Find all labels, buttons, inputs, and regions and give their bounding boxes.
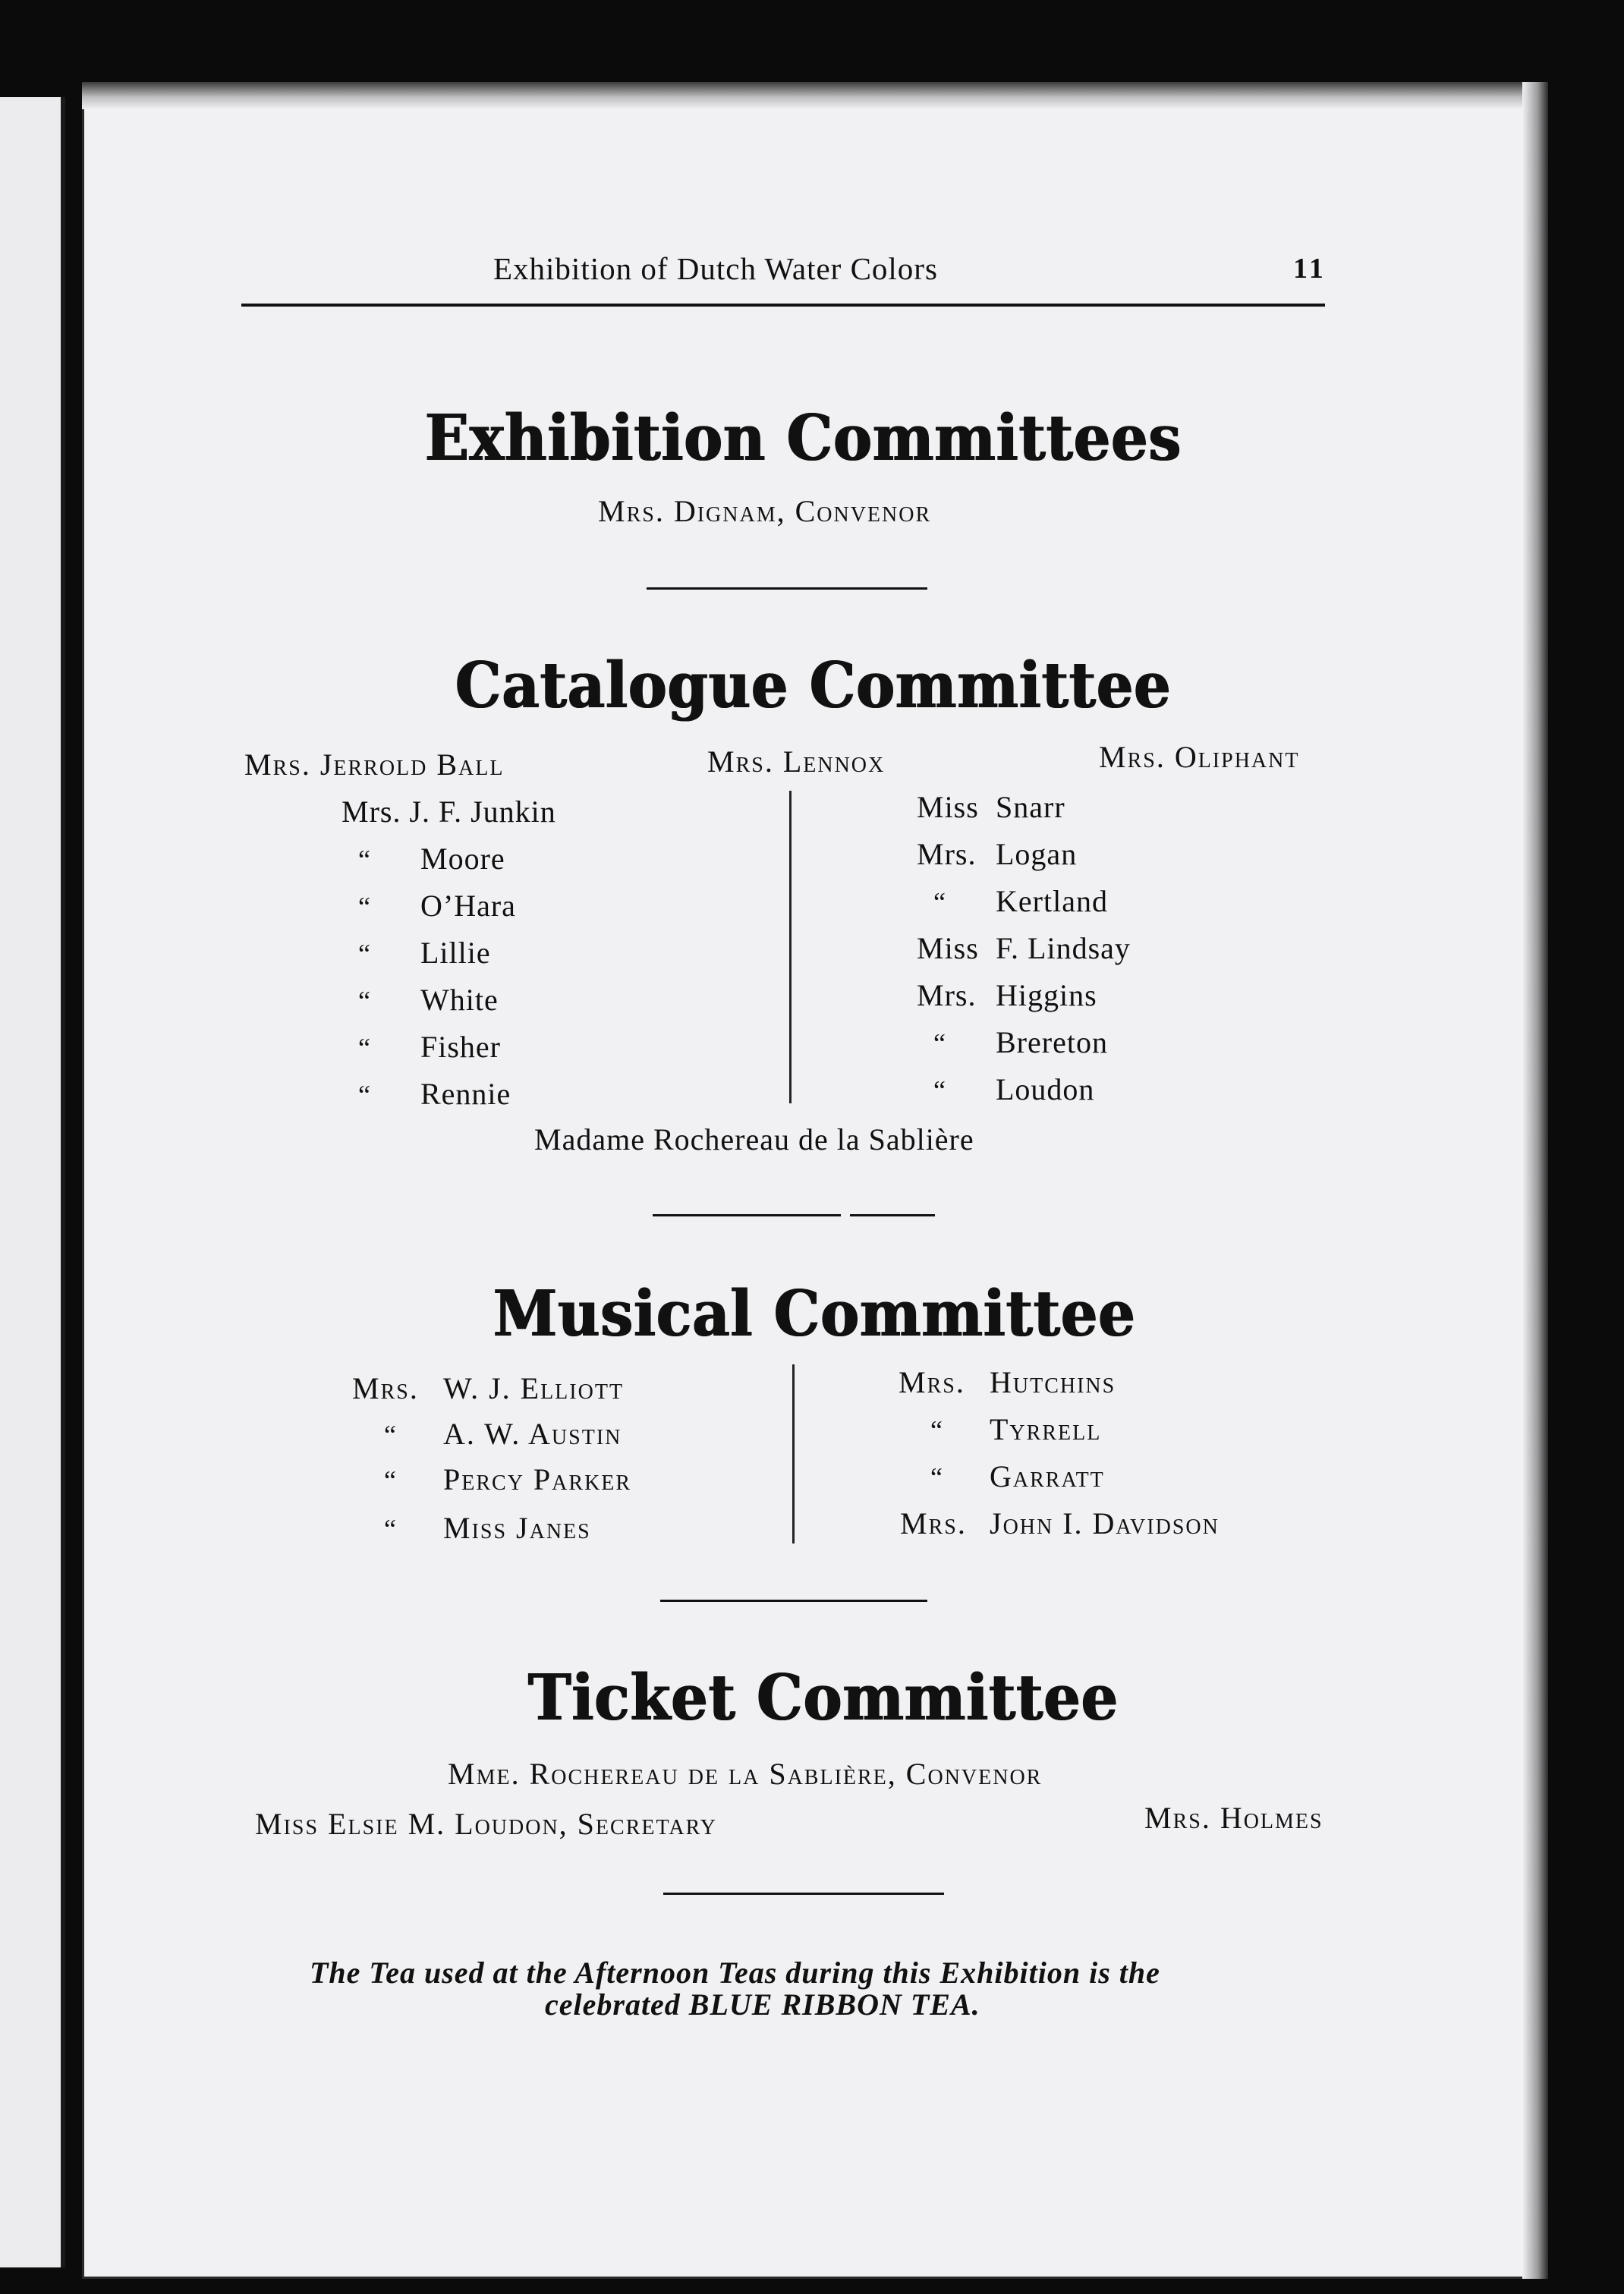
running-title: Exhibition of Dutch Water Colors bbox=[493, 251, 938, 286]
page-top-edge-shadow bbox=[82, 82, 1548, 109]
member-name: Rennie bbox=[420, 1077, 511, 1111]
name-prefix: Mrs. bbox=[341, 795, 401, 829]
member-name: F. Lindsay bbox=[996, 931, 1131, 965]
ditto-mark: “ bbox=[930, 1415, 943, 1446]
member-name: Garratt bbox=[990, 1459, 1105, 1493]
facing-page-edge bbox=[0, 97, 65, 2267]
member-name: Loudon bbox=[996, 1072, 1095, 1106]
ditto-mark: “ bbox=[933, 1028, 946, 1059]
tea-note-line-2: celebrated BLUE RIBBON TEA. bbox=[545, 1987, 980, 2022]
column-divider bbox=[792, 1364, 795, 1543]
ditto-mark: “ bbox=[933, 1075, 946, 1106]
catalogue-page bbox=[82, 82, 1548, 2279]
member-name: Lillie bbox=[420, 936, 491, 970]
member-name: Miss Janes bbox=[443, 1511, 591, 1545]
catalogue-committee-heading: Catalogue Committee bbox=[455, 648, 1172, 722]
name-prefix: Mrs. bbox=[917, 837, 977, 871]
section-divider bbox=[660, 1600, 927, 1602]
ditto-mark: “ bbox=[358, 892, 370, 922]
tea-note-line-1: The Tea used at the Afternoon Teas during this Exhibition is the bbox=[310, 1956, 1160, 1990]
member-name: O’Hara bbox=[420, 889, 516, 923]
ticket-convenor: Mme. Rochereau de la Sablière, Convenor bbox=[448, 1757, 1043, 1791]
catalogue-member-ball: Mrs. Jerrold Ball bbox=[244, 747, 505, 782]
member-name: Percy Parker bbox=[443, 1462, 632, 1496]
ditto-mark: “ bbox=[930, 1462, 943, 1493]
name-prefix: Mrs. bbox=[899, 1365, 965, 1399]
member-name: Tyrrell bbox=[990, 1412, 1102, 1446]
column-divider bbox=[789, 791, 792, 1103]
ditto-mark: “ bbox=[358, 986, 370, 1016]
exhibition-committees-heading: Exhibition Committees bbox=[425, 401, 1182, 475]
member-name: Logan bbox=[996, 837, 1078, 871]
member-name: Moore bbox=[420, 842, 505, 876]
member-name: White bbox=[420, 983, 499, 1017]
ditto-mark: “ bbox=[358, 845, 370, 875]
ditto-mark: “ bbox=[384, 1420, 396, 1450]
ticket-member-holmes: Mrs. Holmes bbox=[1144, 1801, 1323, 1835]
name-prefix: Miss bbox=[917, 931, 979, 965]
member-name: Snarr bbox=[996, 790, 1065, 824]
section-divider bbox=[663, 1893, 944, 1895]
member-name: J. F. Junkin bbox=[409, 795, 556, 829]
page-number: 11 bbox=[1293, 253, 1327, 285]
member-name: Fisher bbox=[420, 1030, 501, 1064]
ticket-secretary: Miss Elsie M. Loudon, Secretary bbox=[255, 1807, 717, 1841]
list-item bbox=[341, 794, 556, 829]
section-divider bbox=[850, 1214, 935, 1216]
catalogue-member-oliphant: Mrs. Oliphant bbox=[1099, 740, 1300, 774]
member-name: Brereton bbox=[996, 1025, 1108, 1059]
name-prefix: Mrs. bbox=[917, 978, 977, 1012]
section-divider bbox=[647, 587, 927, 590]
ticket-committee-heading: Ticket Committee bbox=[528, 1660, 1119, 1735]
member-name: Kertland bbox=[996, 884, 1108, 918]
musical-committee-heading: Musical Committee bbox=[493, 1276, 1136, 1351]
name-prefix: Mrs. bbox=[352, 1371, 419, 1405]
section-divider bbox=[653, 1214, 841, 1216]
name-prefix: Miss bbox=[917, 790, 979, 824]
header-rule bbox=[241, 304, 1325, 307]
ditto-mark: “ bbox=[384, 1514, 396, 1544]
member-name: John I. Davidson bbox=[990, 1506, 1220, 1540]
member-name: W. J. Elliott bbox=[443, 1371, 625, 1405]
exhibition-convenor: Mrs. Dignam, Convenor bbox=[598, 494, 932, 528]
ditto-mark: “ bbox=[384, 1465, 396, 1496]
member-name: A. W. Austin bbox=[443, 1417, 622, 1451]
catalogue-member-lennox: Mrs. Lennox bbox=[707, 744, 886, 779]
catalogue-footer-name: Madame Rochereau de la Sablière bbox=[534, 1122, 974, 1156]
page-right-edge-shadow bbox=[1522, 82, 1548, 2279]
member-name: Hutchins bbox=[990, 1365, 1116, 1399]
ditto-mark: “ bbox=[358, 1033, 370, 1063]
ditto-mark: “ bbox=[358, 1080, 370, 1110]
name-prefix: Mrs. bbox=[900, 1506, 967, 1540]
ditto-mark: “ bbox=[358, 939, 370, 969]
member-name: Higgins bbox=[996, 978, 1097, 1012]
ditto-mark: “ bbox=[933, 887, 946, 917]
